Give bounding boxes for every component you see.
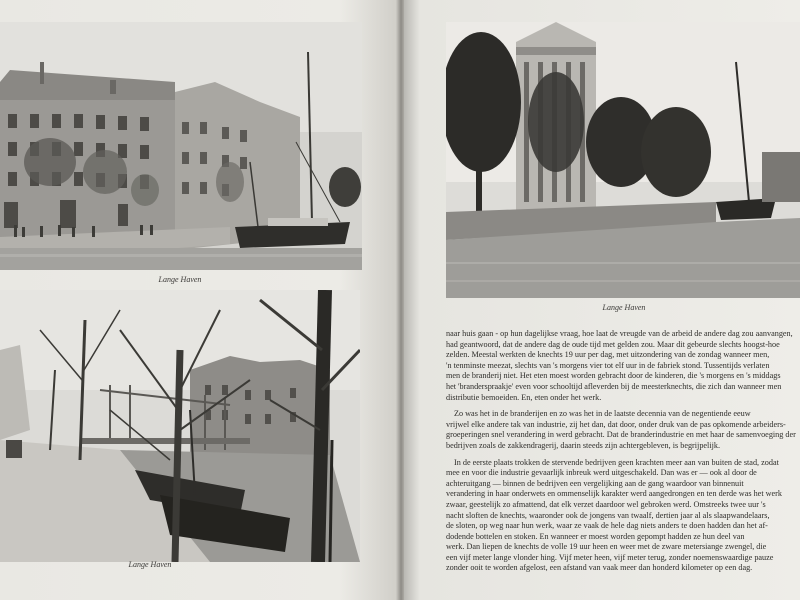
photo-lange-haven-buildings <box>0 22 362 270</box>
text-line: achteruitgang — binnen de bedrijven een vergelijking aan de gang waardoor van binnenuit <box>446 478 744 488</box>
paragraph-2 <box>446 409 800 451</box>
text-line: mee en voor die industrie gevaarlijk inbreuk werd uitgeschakeld. Dan was er — ook al door de <box>446 468 757 478</box>
photo-lange-haven-canal <box>446 22 800 298</box>
text-line: nacht sloften de knechts, waaronder ook de jongens van twaalf, dertien jaar al als slaapwandelaars, <box>446 510 770 520</box>
caption-top-left: Lange Haven <box>158 275 202 284</box>
caption-top-right: Lange Haven <box>602 303 646 312</box>
text-line: het 'branderspraakje' even voor schooltijd afleverden bij de meesterknechts, die zich dan wanneer men <box>446 381 782 391</box>
text-line: men de branderij niet. Het eten moest worden gebracht door de kinderen, die 's morgens en 's middags <box>446 371 781 381</box>
text-line: Zo was het in de branderijen en zo was het in de laatste decennia van de negentiende eeuw <box>454 409 751 419</box>
photo-lange-haven-bridge <box>0 290 360 562</box>
text-line: In de eerste plaats trokken de stervende bedrijven geen krachten meer aan van buiten de stad, zodat <box>454 457 779 467</box>
text-line: distributie bemoeiden. En, eten onder het werk. <box>446 392 602 402</box>
text-line: bedrijven zoals de zakkendragerij, daarin steeds zijn achtergebleven, is begrijpelijk. <box>446 440 721 450</box>
article-text <box>446 329 800 580</box>
caption-bottom-left: Lange Haven <box>128 560 172 569</box>
paragraph-1 <box>446 329 800 403</box>
text-line: zelden. Meestal werkten de knechts 19 uur per dag, met uitzondering van de zondag wanneer men, <box>446 350 770 360</box>
text-line: naar huis gaan - op hun dagelijkse vraag, hoe laat de vreugde van de arbeid de andere dag zou aanvangen, <box>446 329 793 338</box>
text-line: had geantwoord, dat de andere dag de oude tijd met gelden zou. Maar dit gebeurde slechts hoogst-hoe <box>446 339 780 349</box>
text-line: de sloten, op weg naar hun werk, waar ze vaak de hele dag niets anders te doen hadden dan het af- <box>446 521 768 531</box>
text-line: zwaar, geestelijk zo afmattend, dat elk verzet daardoor wel gebroken werd. Omstreeks twee uur 's <box>446 499 766 509</box>
text-line: dodende bottelen en stoken. En wanneer er moest worden gepompt hadden ze hun deel van <box>446 531 745 541</box>
text-line: 'n tenminste meezat, slechts van 's morgens vier tot elf uur in de fabriek stond. Tussentijds verlaten <box>446 360 770 370</box>
text-line: werk. Dan liepen de knechts de volle 19 uur heen en weer met de zware metersiange zwengel, die <box>446 542 767 552</box>
text-line: groeperingen snel verandering in werd gebracht. Dat de branderindustrie en met haar de samenvoeging der <box>446 430 796 440</box>
paragraph-3 <box>446 458 800 575</box>
text-line: vrijwel elke andere tak van industrie, zij het dan, dat door, onder druk van de pas opkomende arbeiders- <box>446 419 786 429</box>
text-line: een vijf meter lange vlonder hing. Vijf meter heen, vijf meter terug, zonder noemenswaardige pauze <box>446 552 774 562</box>
text-line: zonder ooit te worden afgelost, een afstand van vaak meer dan honderd kilometer op een dag. <box>446 563 753 573</box>
text-line: verandering in haar onderwets en ommenselijk karakter werd aangedrongen en ten derde was het werk <box>446 489 783 499</box>
